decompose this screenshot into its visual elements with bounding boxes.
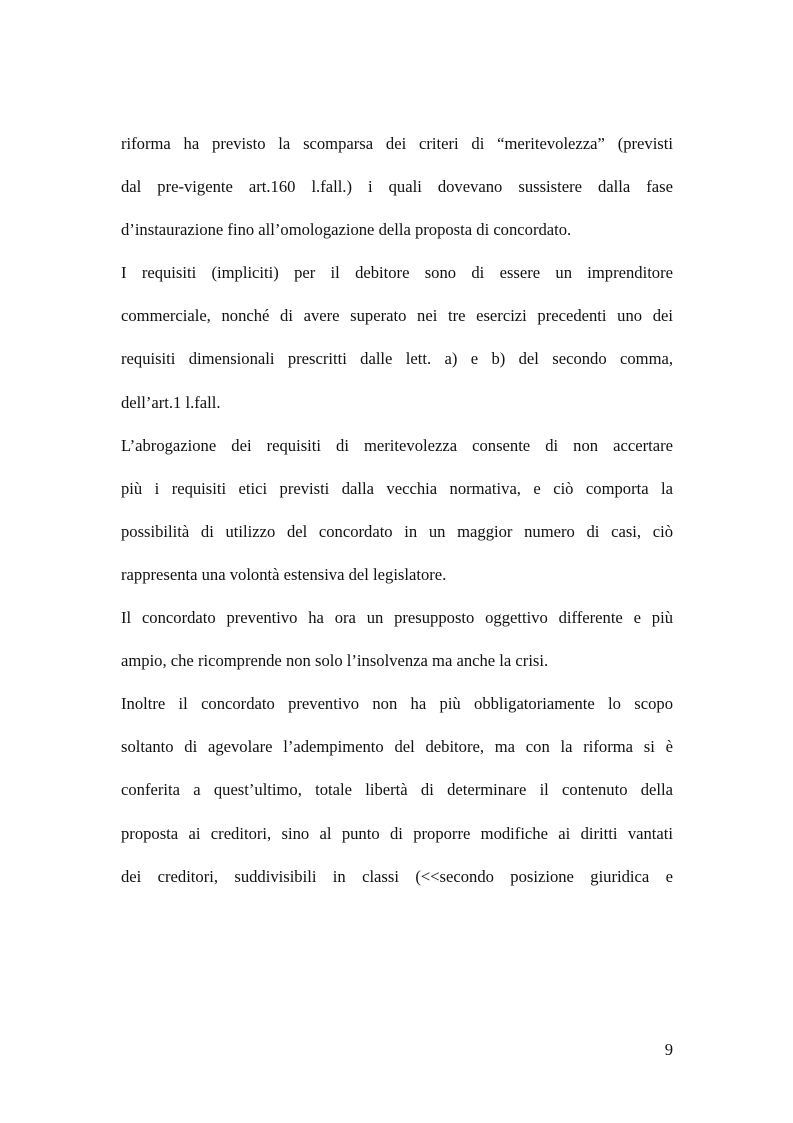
- text-line: I requisiti (impliciti) per il debitore sono di essere un imprenditore: [121, 263, 673, 283]
- body-text: [121, 128, 673, 904]
- text-line: Il concordato preventivo ha ora un presupposto oggettivo differente e più: [121, 608, 673, 628]
- text-line: dell’art.1 l.fall.: [121, 392, 221, 412]
- text-line: proposta ai creditori, sino al punto di proporre modifiche ai diritti vantati: [121, 823, 673, 843]
- text-line: conferita a quest’ultimo, totale libertà di determinare il contenuto della: [121, 780, 673, 800]
- text-line: Inoltre il concordato preventivo non ha più obbligatoriamente lo scopo: [121, 694, 673, 714]
- text-line: riforma ha previsto la scomparsa dei criteri di “meritevolezza” (previsti: [121, 134, 673, 153]
- text-line: d’instaurazione fino all’omologazione della proposta di concordato.: [121, 220, 572, 240]
- text-line: soltanto di agevolare l’adempimento del debitore, ma con la riforma si è: [121, 737, 673, 757]
- text-line: rappresenta una volontà estensiva del legislatore.: [121, 564, 447, 584]
- text-line: requisiti dimensionali prescritti dalle lett. a) e b) del secondo comma,: [121, 349, 673, 369]
- text-line: dei creditori, suddivisibili in classi (<<secondo posizione giuridica e: [121, 866, 673, 886]
- page-number: 9: [664, 1040, 673, 1059]
- text-line: possibilità di utilizzo del concordato in un maggior numero di casi, ciò: [121, 521, 673, 541]
- text-line: L’abrogazione dei requisiti di meritevolezza consente di non accertare: [121, 435, 673, 455]
- text-line: dal pre-vigente art.160 l.fall.) i quali dovevano sussistere dalla fase: [121, 177, 673, 197]
- text-line: commerciale, nonché di avere superato nei tre esercizi precedenti uno dei: [121, 306, 673, 326]
- text-line: ampio, che ricomprende non solo l’insolvenza ma anche la crisi.: [121, 651, 549, 671]
- text-line: più i requisiti etici previsti dalla vecchia normativa, e ciò comporta la: [121, 478, 673, 498]
